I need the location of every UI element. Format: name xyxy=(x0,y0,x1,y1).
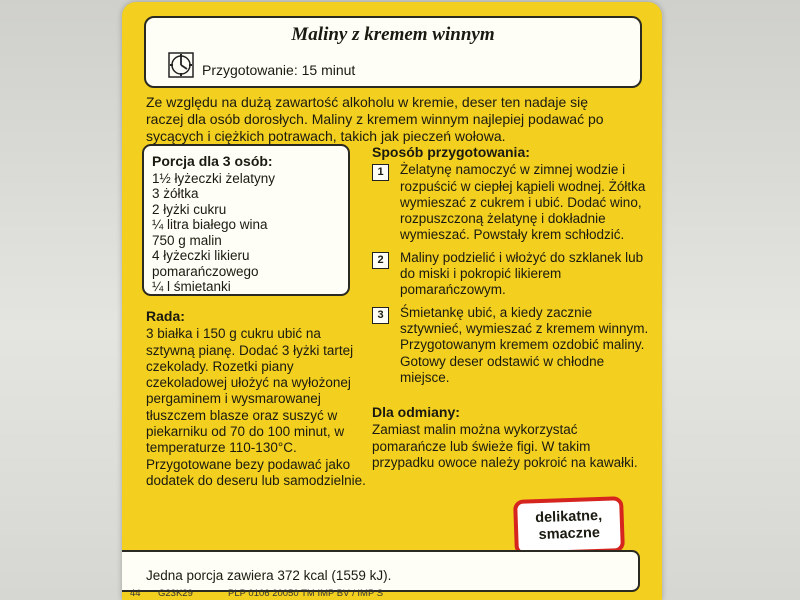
method-heading: Sposób przygotowania: xyxy=(372,144,530,160)
step-text: Śmietankę ubić, a kiedy zacznie sztywnieć, wymieszać z kremem winnym. Przygotowanym kremem ozdobić maliny. Gotowy deser odstawić w chłodne miejsce. xyxy=(400,304,649,385)
step-text: Maliny podzielić i włożyć do szklanek lub do miski i pokropić likierem pomarańczowym. xyxy=(400,249,644,298)
step-number: 1 xyxy=(372,164,389,181)
step-number: 2 xyxy=(372,252,389,269)
variation-section xyxy=(372,404,652,471)
variation-text: Zamiast malin można wykorzystać pomarańcze lub świeże figi. W takim przypadku owoce należy pokroić na kawałki. xyxy=(372,422,638,470)
method-step-2 xyxy=(372,250,652,299)
tip-heading: Rada: xyxy=(146,308,185,324)
intro-text: Ze względu na dużą zawartość alkoholu w kremie, deser ten nadaje się raczej dla osób dorosłych. Maliny z kremem winnym najlepiej podawać po sycących i ciężkich potrawach, takich jak pieczeń wołowa. xyxy=(146,94,604,144)
ingredients-heading: Porcja dla 3 osób: xyxy=(152,153,273,169)
ingredients-box xyxy=(142,144,350,296)
card-code: G23K29 xyxy=(158,588,193,599)
ingredient-item: ¼ l śmietanki xyxy=(152,279,231,294)
ingredient-item: 750 g malin xyxy=(152,232,222,248)
step-number: 3 xyxy=(372,307,389,324)
recipe-header xyxy=(144,16,642,88)
calories-text: Jedna porcja zawiera 372 kcal (1559 kJ). xyxy=(146,568,392,583)
recipe-card xyxy=(122,2,662,600)
variation-heading: Dla odmiany: xyxy=(372,404,460,420)
badge-line-2: smaczne xyxy=(538,524,601,544)
step-text: Żelatynę namoczyć w zimnej wodzie i rozpuścić w ciepłej kąpieli wodnej. Żółtka wymieszać z cukrem i ubić. Dodać wino, rozpuszczoną żelatynę i dokładnie wymieszać. Powstały krem schłodzić. xyxy=(400,162,646,243)
recipe-title: Maliny z kremem winnym xyxy=(291,24,495,45)
ingredient-item: 4 łyżeczki likieru xyxy=(152,248,250,263)
ingredient-item: pomarańczowego xyxy=(152,263,259,279)
preparation-time: Przygotowanie: 15 minut xyxy=(202,62,356,78)
page-number: 44 xyxy=(130,588,141,599)
ingredient-item: 3 żółtka xyxy=(152,186,199,201)
ingredient-item: 2 łyżki cukru xyxy=(152,201,227,217)
method-section xyxy=(372,144,652,392)
ingredient-item: 1½ łyżeczki żelatyny xyxy=(152,170,276,186)
ingredient-item: ¼ litra białego wina xyxy=(152,217,268,232)
tip-section xyxy=(146,308,368,489)
method-step-3 xyxy=(372,305,652,386)
taste-badge xyxy=(513,496,625,556)
rights-code: PLP 0106 20050 TM IMP BV / IMP S xyxy=(228,588,384,599)
clock-icon xyxy=(168,52,194,78)
badge-line-1: delikatne, xyxy=(534,507,603,527)
tip-text: 3 białka i 150 g cukru ubić na sztywną pianę. Dodać 3 łyżki tartej czekolady. Rozetki piany czekoladowej ułożyć na wyłożonej pergaminem i wysmarowanej tłuszczem blasze oraz suszyć w piekarniku od 70 do 100 minut, w temperaturze 110-130°C. Przygotowane bezy podawać jako dodatek do deseru lub samodzielnie. xyxy=(146,326,366,488)
method-step-1 xyxy=(372,162,652,243)
